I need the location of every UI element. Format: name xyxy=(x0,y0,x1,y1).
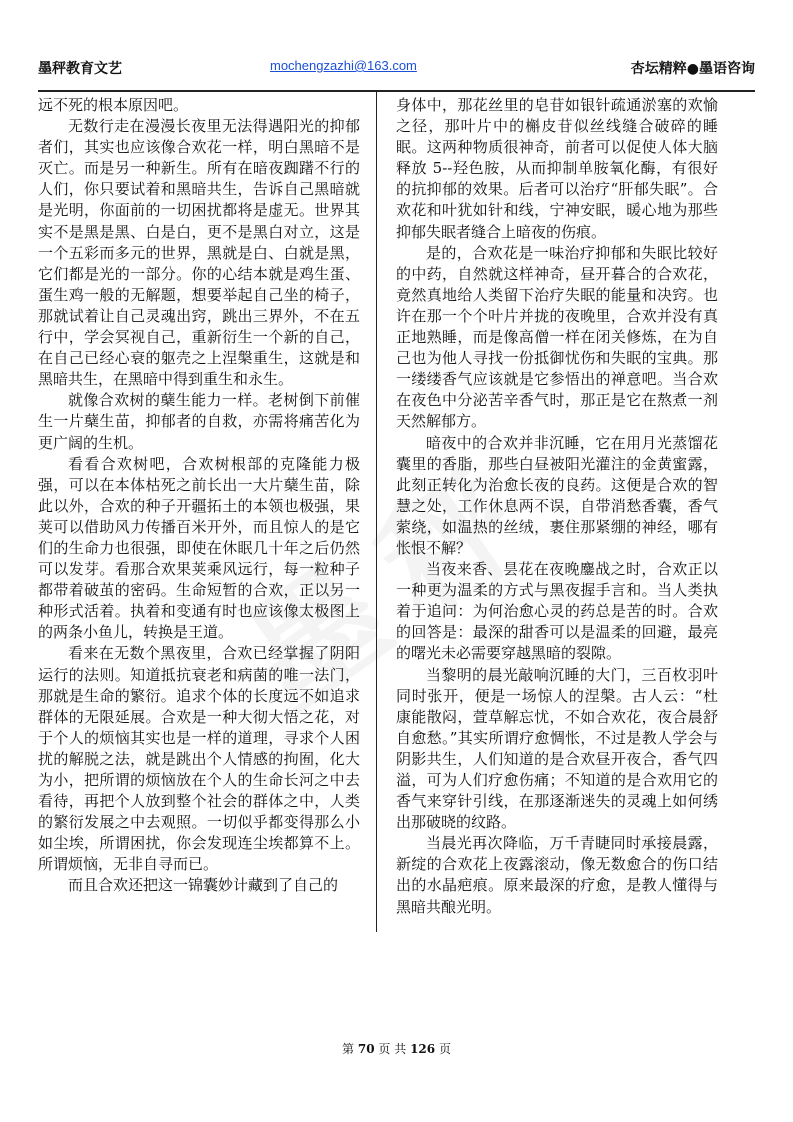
paragraph: 当黎明的晨光敲响沉睡的大门，三百枚羽叶同时张开，便是一场惊人的涅槃。古人云：“杜康能散闷，萱草解忘忧，不如合欢花，夜合晨舒自愈愁。”其实所谓疗愈惆怅，不过是教人学会与阴影共生，人们知道的是合欢昼开夜合，香气四溢，可为人们疗愈伤痛；不知道的是合欢用它的香气来穿针引线，在那逐渐迷失的灵魂上如何绣出那破晓的纹路。 xyxy=(396,665,718,832)
paragraph: 身体中，那花丝里的皂苷如银针疏通淤塞的欢愉之径，那叶片中的槲皮苷似丝线缝合破碎的睡眠。这两种物质很神奇，前者可以促使人体大脑释放 5--羟色胺，从而抑制单胺氧化酶，有很好的抗抑郁的效果。后者可以治疗“肝郁失眠”。合欢花和叶犹如针和线，宁神安眠，暖心地为那些抑郁失眠者缝合上暗夜的伤痕。 xyxy=(396,96,718,241)
contact-email-link[interactable]: mochengzazhi@163.com xyxy=(270,58,417,73)
footer-middle: 页 共 xyxy=(378,1042,407,1056)
paragraph: 当夜来香、昙花在夜晚鏖战之时，合欢正以一种更为温柔的方式与黑夜握手言和。当人类执着于追问：为何治愈心灵的药总是苦的时。合欢的回答是：最深的甜香可以是温柔的回避，最亮的曙光未必需要穿越黑暗的裂隙。 xyxy=(396,560,718,663)
paragraph: 暗夜中的合欢并非沉睡，它在用月光蒸馏花囊里的香脂，那些白昼被阳光灌注的金黄蜜露，此刻正转化为治愈长夜的良药。这便是合欢的智慧之处，工作休息两不误，自带消愁香囊，香气萦绕，如温热的丝绒，裹住那紧绷的神经，哪有怅恨不解？ xyxy=(396,433,718,557)
paragraph: 就像合欢树的蘖生能力一样。老树倒下前催生一片蘖生苗，抑郁者的自救，亦需将痛苦化为更广阔的生机。 xyxy=(38,391,360,452)
column-divider xyxy=(376,92,377,932)
paragraph: 是的，合欢花是一味治疗抑郁和失眠比较好的中药，自然就这样神奇，昼开暮合的合欢花，竟然真地给人类留下治疗失眠的能量和决窍。也许在那一个个叶片并拢的夜晚里，合欢并没有真正地熟睡，而是像高僧一样在闭关修炼，在为自己也为他人寻找一份抵御忧伤和失眠的宝典。那一缕缕香气应该就是它参悟出的禅意吧。当合欢在夜色中分泌苦辛香气时，那正是它在熬煮一剂天然解郁方。 xyxy=(396,243,718,431)
page-footer xyxy=(0,1040,793,1057)
footer-prefix: 第 xyxy=(342,1042,355,1056)
paragraph: 看来在无数个黑夜里，合欢已经掌握了阴阳运行的法则。知道抵抗衰老和病菌的唯一法门，那就是生命的繁衍。追求个体的长度远不如追求群体的无限延展。合欢是一种大彻大悟之花，对于个人的烦恼其实也是一样的道理，寻求个人困扰的解脱之法，就是跳出个人情感的拘囿，化大为小，把所谓的烦恼放在个人的生命长河之中去看待，再把个人放到整个社会的群体之中，人类的繁衍发展之中去观照。一切似乎都变得那么小如尘埃，所谓困扰，你会发现连尘埃都算不上。所谓烦恼，无非自寻而已。 xyxy=(38,644,360,874)
paragraph: 无数行走在漫漫长夜里无法得遇阳光的抑郁者们，其实也应该像合欢花一样，明白黑暗不是灭亡。而是另一种新生。所有在暗夜踟躇不行的人们，你只要试着和黑暗共生，告诉自己黑暗就是光明，你面前的一切困扰都将是虚无。世界其实不是黑是黑、白是白，更不是黑白对立，这是一个五彩而多元的世界，黑就是白、白就是黑，它们都是光的一部分。你的心结本就是鸡生蛋、蛋生鸡一般的无解题，想要举起自己坐的椅子，那就试着让自己灵魂出窍，跳出三界外，不在五行中，学会冥视自己，重新衍生一个新的自己，在自己已经心衰的躯壳之上涅槃重生，这就是和黑暗共生，在黑暗中得到重生和永生。 xyxy=(38,117,360,389)
paragraph: 看看合欢树吧，合欢树根部的克隆能力极强，可以在本体枯死之前长出一大片蘖生苗，除此以外，合欢的种子开疆拓土的本领也极强，果荚可以借助风力传播百米开外，而且惊人的是它们的生命力也很强，即使在休眠几十年之后仍然可以发芽。看那合欢果荚乘风远行，每一粒种子都带着破茧的密码。生命短暂的合欢，正以另一种形式活着。执着和变通有时也应该像太极图上的两条小鱼儿，转换是王道。 xyxy=(38,454,360,642)
total-page-count: 126 xyxy=(410,1042,436,1056)
paragraph: 当晨光再次降临，万千青睫同时承接晨露，新绽的合欢花上夜露滚动，像无数愈合的伤口结出的水晶疤痕。原来最深的疗愈，是教人懂得与黑暗共酿光明。 xyxy=(396,834,718,916)
paragraph: 而且合欢还把这一锦囊妙计藏到了自己的 xyxy=(68,876,339,895)
header-slogan: 杏坛精粹●墨语咨询 xyxy=(630,61,755,77)
header-divider xyxy=(38,90,755,92)
paragraph: 远不死的根本原因吧。 xyxy=(38,96,189,114)
footer-suffix: 页 xyxy=(438,1042,451,1056)
left-column xyxy=(38,95,360,897)
page-header xyxy=(38,58,755,80)
current-page-number: 70 xyxy=(357,1042,375,1056)
publisher-name: 墨秤教育文艺 xyxy=(38,61,122,77)
right-column xyxy=(396,95,718,918)
